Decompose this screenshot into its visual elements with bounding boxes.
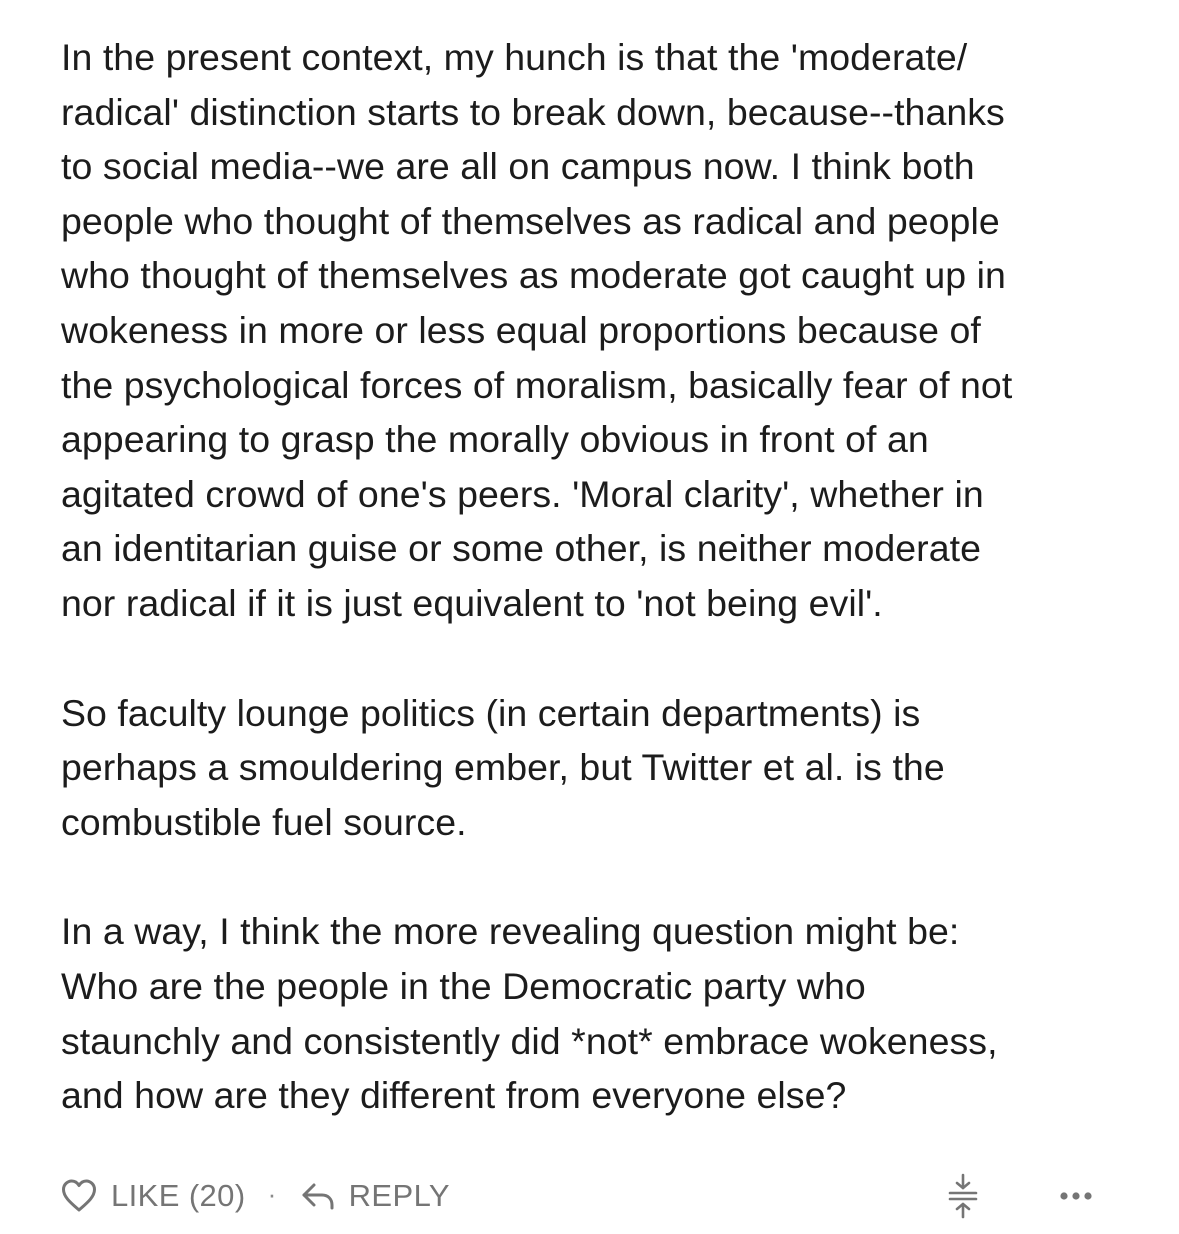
more-options-button[interactable] xyxy=(1059,1191,1093,1201)
comment-body xyxy=(61,30,1141,1123)
action-separator: · xyxy=(267,1178,277,1209)
like-button[interactable] xyxy=(61,1178,246,1214)
more-dots-icon xyxy=(1059,1191,1093,1201)
collapse-thread-icon xyxy=(947,1173,979,1219)
comment-paragraph-1: In the present context, my hunch is that the 'moderate/ radical' distinction starts to break down, because--thanks to social media--we are all on campus now. I think both people who thought of themselves as radical and people who thought of themselves as moderate got caught up in wokeness in more or less equal proportions because of the psychological forces of moralism, basically fear of not appearing to grasp the morally obvious in front of an agitated crowd of one's peers. 'Moral clarity', whether in an identitarian guise or some other, is neither moderate nor radical if it is just equivalent to 'not being evil'. xyxy=(61,36,1013,624)
heart-outline-icon xyxy=(61,1179,97,1213)
comment-paragraph-3: In a way, I think the more revealing question might be: Who are the people in the Democratic party who staunchly and consistently did *not* embrace wokeness, and how are they different from everyone else? xyxy=(61,910,998,1117)
comment-paragraph-2: So faculty lounge politics (in certain departments) is perhaps a smouldering ember, but Twitter et al. is the combustible fuel source. xyxy=(61,691,945,843)
reply-button[interactable] xyxy=(301,1178,450,1214)
comment-action-bar xyxy=(61,1168,1093,1224)
reply-label: REPLY xyxy=(348,1178,450,1213)
reply-arrow-icon xyxy=(301,1181,335,1211)
collapse-thread-button[interactable] xyxy=(947,1173,979,1219)
like-label: LIKE (20) xyxy=(111,1178,246,1213)
